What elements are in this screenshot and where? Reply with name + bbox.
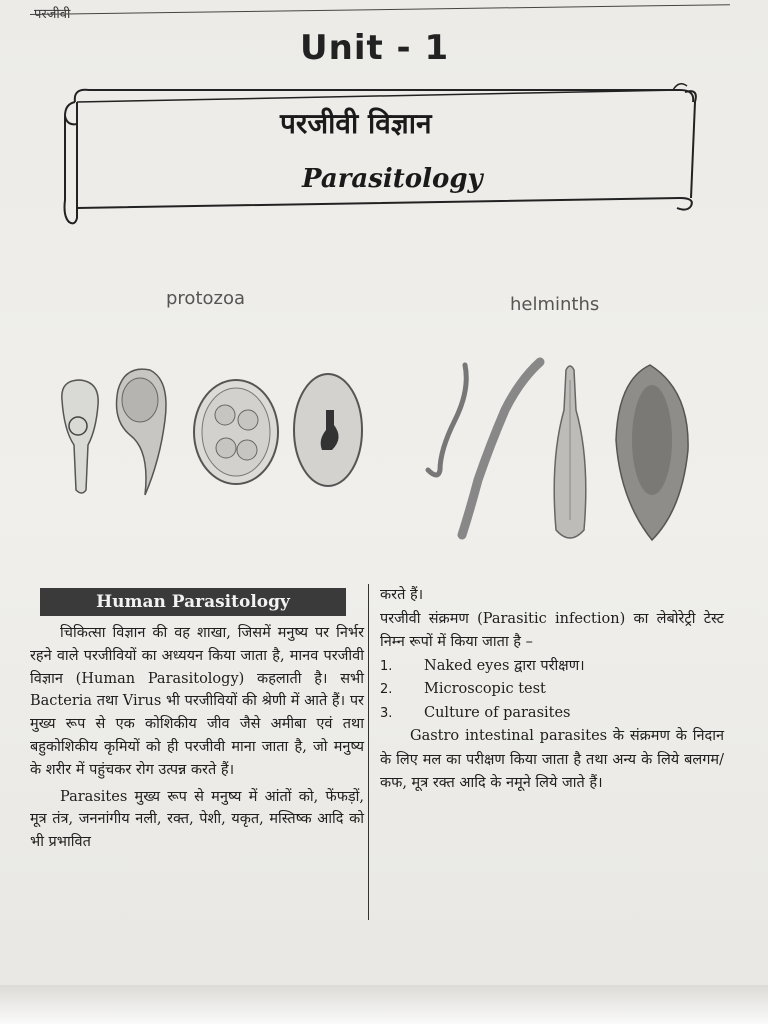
helminth-figure-2 [462, 362, 540, 535]
running-header: परजीवी [34, 7, 71, 22]
protozoa-figure-4 [294, 374, 362, 486]
protozoa-figure-2 [117, 369, 167, 495]
list-item [380, 678, 724, 702]
unit-title: Unit - 1 [300, 28, 450, 68]
parasite-illustrations [0, 350, 768, 550]
left-column [30, 622, 364, 858]
paragraph-1: चिकित्सा विज्ञान की वह शाखा, जिसमें मनुष्य पर निर्भर रहने वाले परजीवियों का अध्ययन किया जाता है, मानव परजीवी विज्ञान (Human Parasitology) कहलाती है। सभी Bacteria तथा Virus भी परजीवियों की श्रेणी में आते हैं। पर मुख्य रूप से एक कोशिकीय जीव जैसे अमीबा एवं तथा बहुकोशिकीय कृमियों को ही परजीवी माना जाता है, जो मनुष्य के शरीर में पहुंचकर रोग उत्पन्न करते हैं। [30, 625, 364, 778]
helminths-label: helminths [510, 294, 600, 315]
header-rule [30, 4, 730, 15]
english-title: Parasitology [302, 164, 483, 194]
paragraph-2: Parasites मुख्य रूप से मनुष्य में आंतों को, फेंफड़ों, मूत्र तंत्र, जननांगीय नली, रक्त, पेशी, यकृत, मस्तिष्क आदि को भी प्रभावित [30, 788, 364, 851]
diagnosis-paragraph: Gastro intestinal parasites के संक्रमण के निदान के लिए मल का परीक्षण किया जाता है तथा अन्य के लिये बलगम/कफ, मूत्र रक्त आदि के नमूने लिये जाते हैं। [380, 728, 724, 791]
protozoa-figure-1 [62, 380, 98, 493]
continuation-text: करते हैं। [380, 587, 424, 603]
helminth-figure-4 [616, 365, 688, 540]
column-divider [368, 584, 369, 920]
list-text: Naked eyes द्वारा परीक्षण। [424, 657, 585, 674]
helminth-figure-3 [554, 366, 586, 538]
protozoa-figure-3 [194, 380, 278, 484]
helminth-figure-1 [428, 365, 466, 475]
list-number: 1. [380, 658, 393, 674]
list-item [380, 702, 724, 726]
intro-paragraph: परजीवी संक्रमण (Parasitic infection) का लेबोरेट्री टेस्ट निम्न रूपों में किया जाता है – [380, 610, 724, 650]
right-column [380, 584, 724, 796]
list-number: 2. [380, 682, 393, 697]
list-text: Culture of parasites [424, 704, 571, 721]
list-text: Microscopic test [424, 681, 546, 697]
list-item [380, 655, 724, 679]
page-edge-shadow [0, 985, 768, 1024]
hindi-title: परजीवी विज्ञान [280, 107, 432, 140]
scroll-banner [55, 80, 705, 230]
protozoa-label: protozoa [166, 288, 246, 309]
list-number: 3. [380, 705, 393, 721]
section-heading: Human Parasitology [40, 588, 346, 616]
